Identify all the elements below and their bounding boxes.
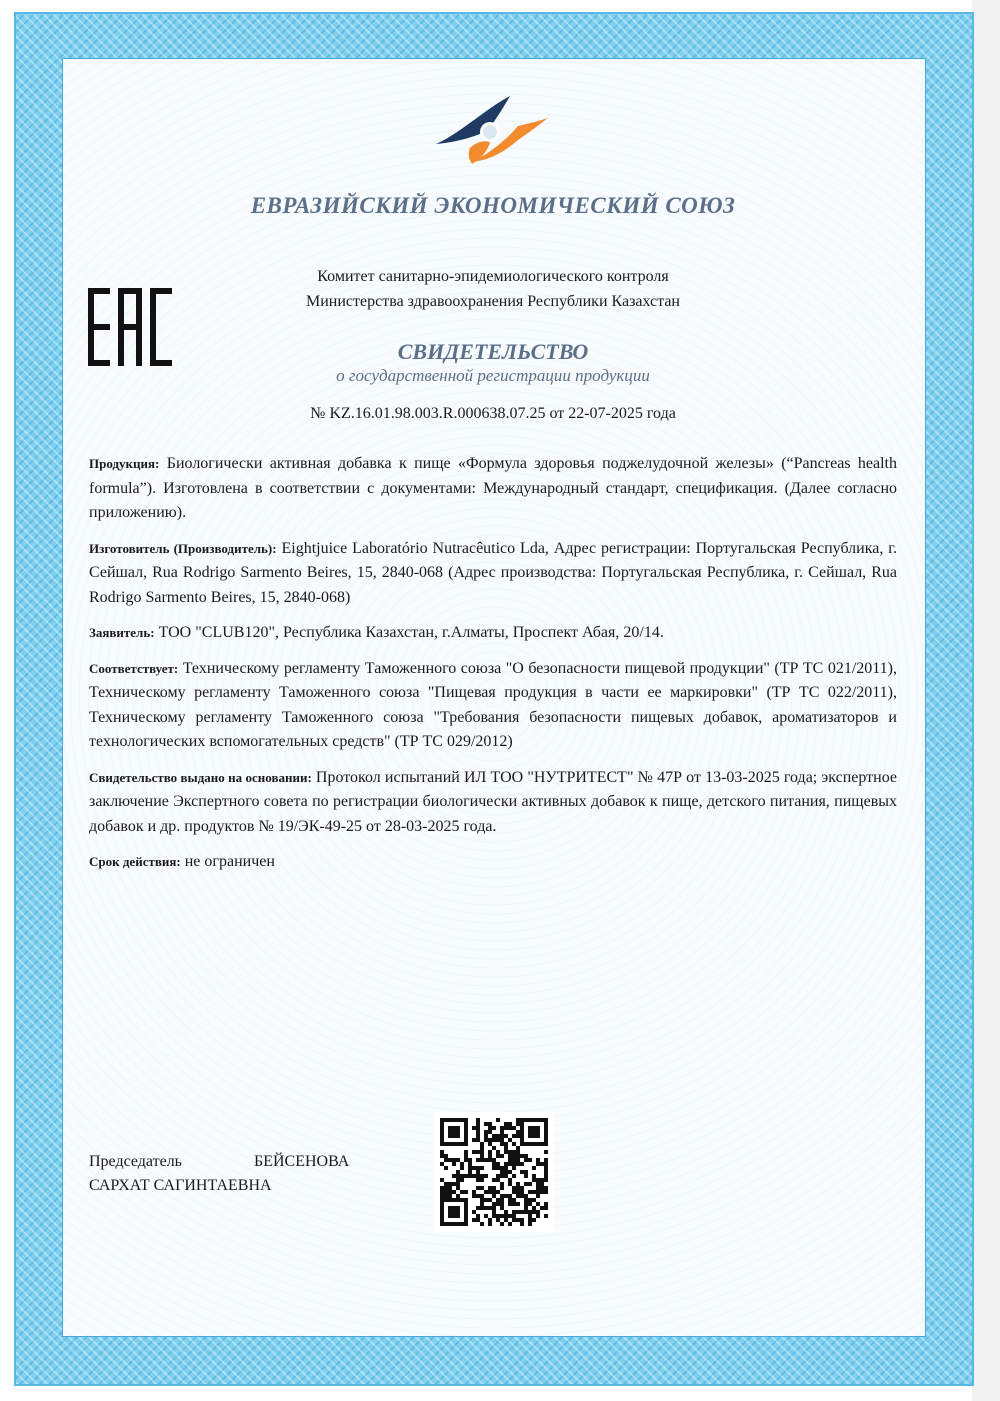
section-label: Свидетельство выдано на основании:: [89, 769, 312, 785]
certificate-body: [89, 452, 897, 886]
qr-finder-bottom-left: [440, 1198, 468, 1226]
section-text: Техническому регламенту Таможенного союза "О безопасности пищевой продукции" (ТР ТС 021/2011), Техническому регламенту Таможенного союза "Пищевая продукция в части ее маркировки" (ТР ТС 022/2011), Техническому регламенту Таможенного союза "Требования безопасности пищевых добавок, ароматизаторов и технологических вспомогательных средств" (ТР ТС 029/2012): [89, 659, 898, 750]
certificate-number: № KZ.16.01.98.003.R.000638.07.25 от 22-07-2025 года: [310, 405, 676, 422]
section-label: Соответствует:: [89, 660, 179, 676]
section-compliance: [89, 657, 897, 755]
committee-line-1: Комитет санитарно-эпидемиологического контроля: [317, 268, 669, 285]
section-basis: [89, 766, 897, 840]
section-text: ТОО "CLUB120", Республика Казахстан, г.Алматы, Проспект Абая, 20/14.: [158, 624, 664, 641]
signer-position: Председатель: [89, 1153, 182, 1170]
section-label: Заявитель:: [89, 625, 155, 640]
qr-code[interactable]: [434, 1112, 554, 1232]
union-title: ЕВРАЗИЙСКИЙ ЭКОНОМИЧЕСКИЙ СОЮЗ: [250, 193, 736, 218]
committee-name: [62, 264, 924, 314]
section-label: Продукция:: [89, 456, 160, 471]
section-text: Биологически активная добавка к пище «Формула здоровья поджелудочной железы» (“Pancreas health formula”). Изготовлена в соответствии с документами: Международный стандарт, спецификация. (Далее согласно приложению).: [89, 455, 897, 521]
signer-given-names: САРХАТ САГИНТАЕВНА: [89, 1177, 272, 1194]
certificate-subtitle: о государственной регистрации продукции: [336, 366, 650, 385]
signature-block: [89, 1150, 349, 1198]
section-applicant: [89, 621, 897, 646]
section-label: Изготовитель (Производитель):: [89, 540, 277, 556]
qr-finder-top-left: [440, 1118, 468, 1146]
committee-line-2: Министерства здравоохранения Республики Казахстан: [306, 293, 680, 310]
page-edge: [972, 0, 1000, 1401]
section-label: Срок действия:: [89, 854, 181, 869]
signer-surname: БЕЙСЕНОВА: [254, 1153, 350, 1170]
section-manufacturer: [89, 537, 897, 611]
section-text: Протокол испытаний ИЛ ТОО "НУТРИТЕСТ" № 47Р от 13-03-2025 года; экспертное заключение Экспертного совета по регистрации биологически активных добавок к пище, детского питания, пищевых добавок и др. продуктов № 19/ЭК-49-25 от 28-03-2025 года.: [89, 768, 898, 835]
certificate-title: СВИДЕТЕЛЬСТВО: [397, 339, 589, 364]
eaeu-emblem-icon: [432, 92, 552, 176]
section-text: Eightjuice Laboratório Nutracêutico Lda, Адрес регистрации: Португальская Республика, г. Сейшал, Rua Rodrigo Sarmento Beires, 15, 2840-068 (Адрес производства: Португальская Республика, г. Сейшал, Rua Rodrigo Sarmento Beires, 15, 2840-068): [89, 539, 897, 606]
section-product: [89, 452, 897, 526]
section-text: не ограничен: [184, 853, 275, 870]
section-validity: [89, 850, 897, 875]
qr-finder-top-right: [520, 1118, 548, 1146]
